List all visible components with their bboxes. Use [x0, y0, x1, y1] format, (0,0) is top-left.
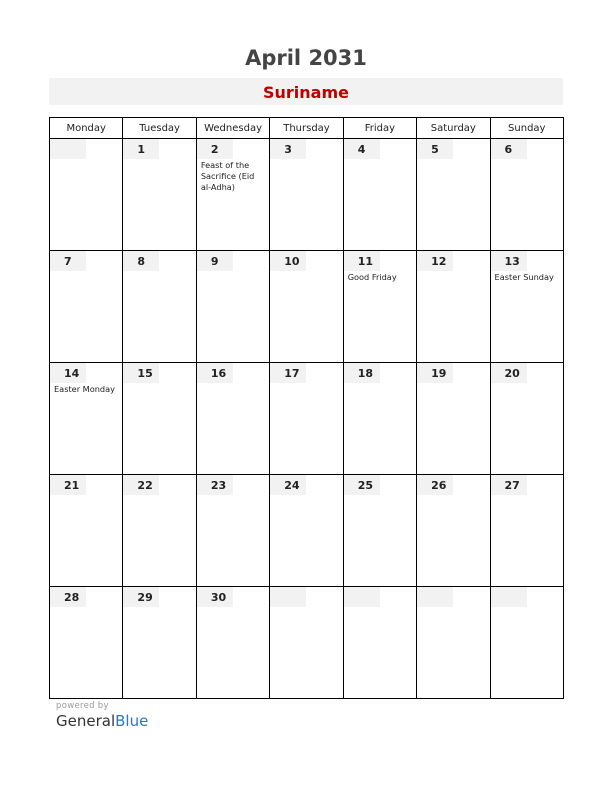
- day-number: 8: [123, 251, 159, 271]
- weekday-saturday: Saturday: [417, 118, 490, 139]
- day-number: 22: [123, 475, 159, 495]
- page-title: April 2031: [245, 46, 367, 70]
- day-number: [50, 139, 86, 159]
- weekday-tuesday: Tuesday: [123, 118, 196, 139]
- weekday-header-row: [50, 118, 564, 139]
- calendar-grid: [49, 117, 564, 699]
- day-number: 3: [270, 139, 306, 159]
- country-name: Suriname: [263, 83, 349, 102]
- week-row: [50, 363, 564, 475]
- week-row: [50, 139, 564, 251]
- day-number: 7: [50, 251, 86, 271]
- day-cell: [196, 587, 269, 699]
- holiday-label: Good Friday: [347, 272, 397, 282]
- day-number: 26: [417, 475, 453, 495]
- country-banner: [49, 78, 563, 105]
- day-number: 18: [344, 363, 380, 383]
- day-number: 27: [491, 475, 527, 495]
- day-number: [270, 587, 306, 607]
- day-number: 1: [123, 139, 159, 159]
- holiday-label: Easter Sunday: [494, 272, 554, 282]
- day-cell: [490, 475, 563, 587]
- day-number: 12: [417, 251, 453, 271]
- day-number: 15: [123, 363, 159, 383]
- day-number: 17: [270, 363, 306, 383]
- day-number: 19: [417, 363, 453, 383]
- holiday-label: Easter Monday: [54, 384, 115, 394]
- week-row: [50, 587, 564, 699]
- day-cell: [417, 251, 490, 363]
- day-cell: [490, 587, 563, 699]
- brand-general: General: [56, 712, 116, 730]
- day-number: 30: [197, 587, 233, 607]
- day-cell: [123, 587, 196, 699]
- day-number: 21: [50, 475, 86, 495]
- powered-by-text: powered by: [56, 701, 109, 711]
- day-cell: [417, 475, 490, 587]
- day-cell: [490, 139, 563, 251]
- day-cell: [270, 587, 343, 699]
- day-cell: [417, 139, 490, 251]
- day-cell: [50, 251, 123, 363]
- day-cell: [270, 363, 343, 475]
- weekday-thursday: Thursday: [270, 118, 343, 139]
- day-cell: [490, 363, 563, 475]
- day-cell: [196, 251, 269, 363]
- day-number: 2: [197, 139, 233, 159]
- day-number: [344, 587, 380, 607]
- day-cell: [343, 139, 416, 251]
- day-number: 5: [417, 139, 453, 159]
- day-cell: [417, 363, 490, 475]
- day-number: 28: [50, 587, 86, 607]
- day-number: 16: [197, 363, 233, 383]
- day-cell: [123, 475, 196, 587]
- day-number: 23: [197, 475, 233, 495]
- week-row: [50, 251, 564, 363]
- brand-blue: Blue: [115, 712, 149, 730]
- weekday-monday: Monday: [50, 118, 123, 139]
- day-cell: [196, 139, 269, 251]
- generalblue-logo: [56, 712, 148, 730]
- day-cell: [50, 363, 123, 475]
- day-number: 29: [123, 587, 159, 607]
- day-cell: [50, 587, 123, 699]
- day-number: 10: [270, 251, 306, 271]
- day-cell: [343, 475, 416, 587]
- day-cell: [270, 251, 343, 363]
- day-cell: [50, 475, 123, 587]
- weekday-wednesday: Wednesday: [196, 118, 269, 139]
- day-number: 13: [491, 251, 527, 271]
- day-number: 20: [491, 363, 527, 383]
- day-cell: [490, 251, 563, 363]
- day-number: 11: [344, 251, 380, 271]
- day-number: 14: [50, 363, 86, 383]
- holiday-label: Feast of the Sacrifice (Eid al-Adha): [200, 160, 255, 192]
- day-cell: [196, 363, 269, 475]
- day-cell: [343, 587, 416, 699]
- day-cell: [196, 475, 269, 587]
- day-number: 4: [344, 139, 380, 159]
- day-cell: [417, 587, 490, 699]
- weekday-friday: Friday: [343, 118, 416, 139]
- day-cell: [343, 363, 416, 475]
- day-cell: [123, 363, 196, 475]
- day-number: 9: [197, 251, 233, 271]
- day-cell: [123, 139, 196, 251]
- day-number: [417, 587, 453, 607]
- day-cell: [50, 139, 123, 251]
- day-cell: [270, 139, 343, 251]
- weekday-sunday: Sunday: [490, 118, 563, 139]
- footer-branding: [56, 701, 148, 730]
- day-cell: [343, 251, 416, 363]
- day-cell: [270, 475, 343, 587]
- day-number: 6: [491, 139, 527, 159]
- day-number: 25: [344, 475, 380, 495]
- day-number: [491, 587, 527, 607]
- week-row: [50, 475, 564, 587]
- day-number: 24: [270, 475, 306, 495]
- day-cell: [123, 251, 196, 363]
